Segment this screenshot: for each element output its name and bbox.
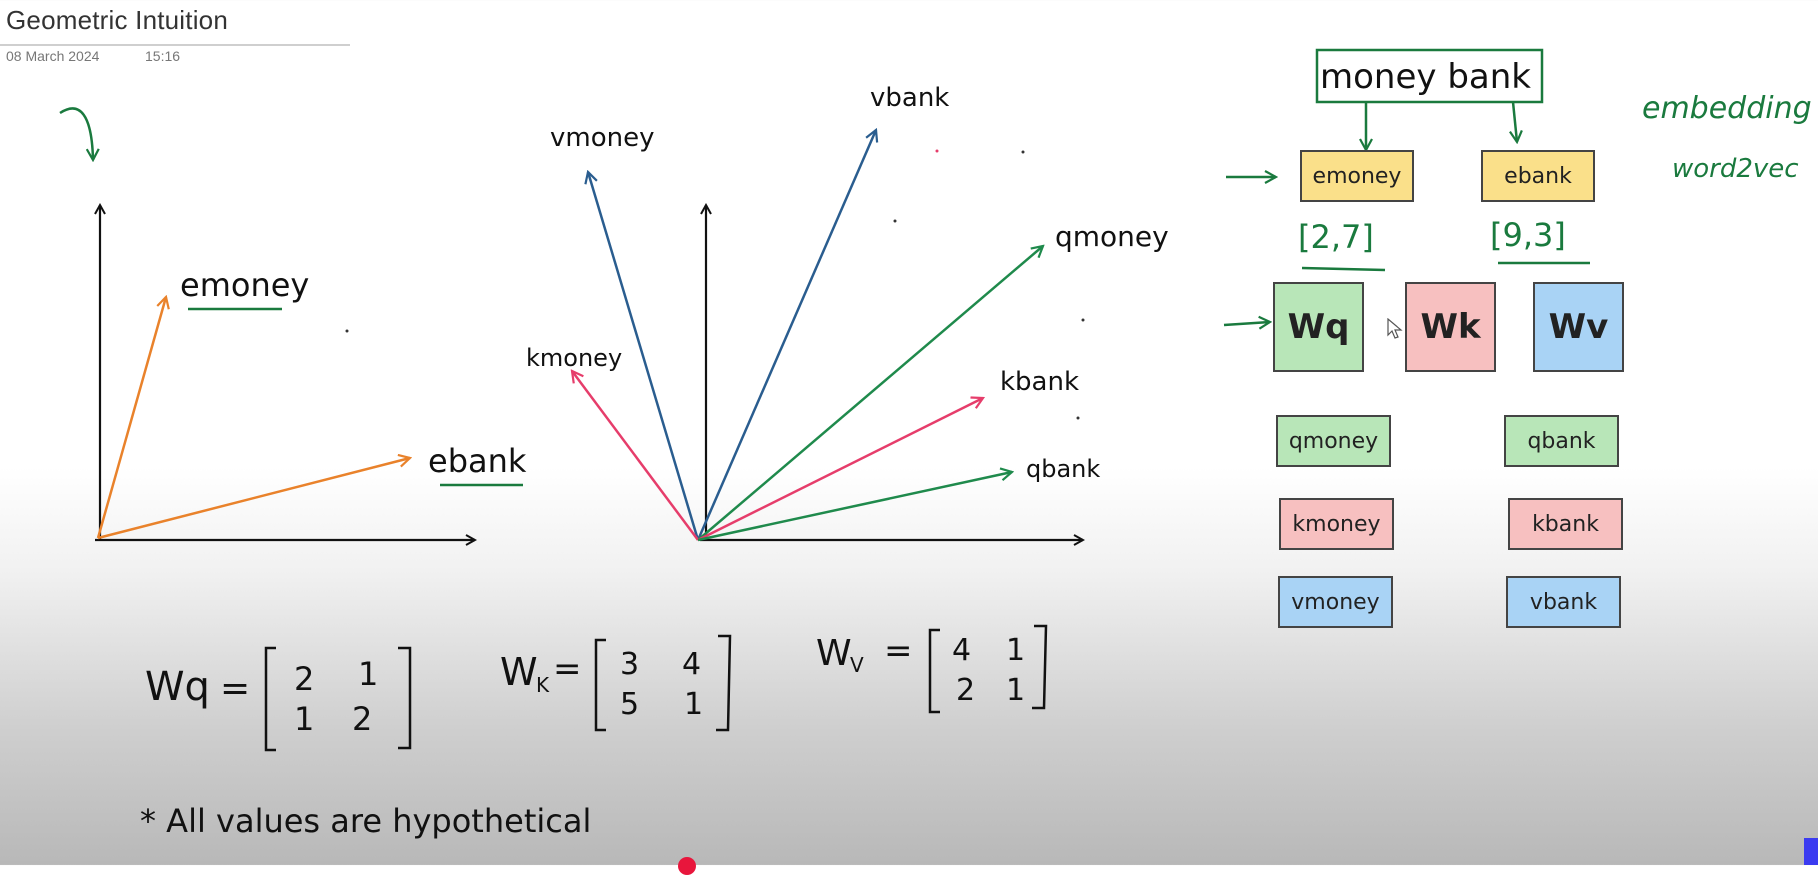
wk-equals: = <box>553 649 582 689</box>
qbank-label: qbank <box>1026 455 1101 483</box>
qmoney-label: qmoney <box>1055 220 1169 253</box>
ebank-label: ebank <box>428 442 527 480</box>
word2vec-note: word2vec <box>1672 154 1799 184</box>
qbank-box: qbank <box>1504 415 1619 467</box>
wq-cell-a: 2 <box>294 660 315 698</box>
wv-cell-a: 4 <box>952 633 972 668</box>
page-date: 08 March 2024 <box>6 48 100 64</box>
wv-cell-d: 1 <box>1006 673 1026 708</box>
vmoney-label: vmoney <box>550 123 655 153</box>
wk-cell-a: 3 <box>620 647 640 682</box>
emoney-vector-value: [2,7] <box>1298 218 1374 256</box>
ebank-box: ebank <box>1481 150 1595 202</box>
stray-dot <box>1077 417 1080 420</box>
wv-subscript: V <box>850 653 864 677</box>
stray-dot <box>346 330 349 333</box>
page-time: 15:16 <box>145 48 181 64</box>
wq-equals: = <box>220 668 251 709</box>
ebank-vector-arrow <box>98 458 410 538</box>
wv-equals: = <box>884 631 913 671</box>
pointer-arrow-weights <box>1224 322 1270 325</box>
wk-right-bracket <box>716 636 730 730</box>
wk-cell-c: 5 <box>620 687 640 722</box>
wv-box: Wv <box>1533 282 1624 372</box>
ebank-vector-value: [9,3] <box>1490 216 1566 254</box>
emoney-label: emoney <box>180 266 310 304</box>
wq-matrix <box>145 648 410 750</box>
curved-pointer-arrow <box>60 108 93 160</box>
emoney-box: emoney <box>1300 150 1414 202</box>
wk-cell-b: 4 <box>682 647 702 682</box>
wv-cell-b: 1 <box>1006 633 1026 668</box>
qmoney-box: qmoney <box>1276 415 1391 467</box>
footnote: * All values are hypothetical <box>140 802 592 840</box>
wq-matrix-label: Wq <box>145 664 210 710</box>
wq-left-bracket <box>266 648 276 750</box>
recording-indicator-dot <box>678 857 696 875</box>
wk-box: Wk <box>1405 282 1496 372</box>
page-title: Geometric Intuition <box>6 5 229 35</box>
wq-cell-d: 2 <box>352 700 373 738</box>
kmoney-box: kmoney <box>1279 498 1394 550</box>
vbank-label: vbank <box>870 83 950 113</box>
vbank-vector-arrow <box>698 130 876 540</box>
stray-dot <box>936 150 939 153</box>
embedding-note: embedding <box>1642 91 1812 126</box>
mouse-cursor-icon <box>1387 318 1403 340</box>
vbank-box: vbank <box>1506 576 1621 628</box>
wq-cell-c: 1 <box>294 700 315 738</box>
wv-matrix <box>816 626 1046 712</box>
stray-dot <box>1082 319 1085 322</box>
wq-cell-b: 1 <box>358 655 379 693</box>
wq-right-bracket <box>398 648 410 748</box>
arrow-to-ebank <box>1513 102 1517 142</box>
emoney-vector-arrow <box>98 297 166 538</box>
kbank-label: kbank <box>1000 367 1080 397</box>
kbank-box: kbank <box>1508 498 1623 550</box>
emoney-vector-underline <box>1302 268 1385 270</box>
wk-matrix <box>500 636 730 730</box>
qmoney-vector-arrow <box>698 246 1043 540</box>
wk-cell-d: 1 <box>684 687 704 722</box>
wk-matrix-label: W <box>500 650 538 694</box>
vmoney-box: vmoney <box>1278 576 1393 628</box>
stray-dot <box>1022 151 1025 154</box>
input-phrase: money bank <box>1320 57 1531 97</box>
wv-matrix-label: W <box>816 633 852 674</box>
wv-right-bracket <box>1032 626 1046 708</box>
corner-marker <box>1804 838 1818 865</box>
qbank-vector-arrow <box>698 472 1012 540</box>
wk-left-bracket <box>596 640 606 730</box>
wv-cell-c: 2 <box>956 673 976 708</box>
wq-box: Wq <box>1273 282 1364 372</box>
wk-subscript: K <box>536 673 550 697</box>
wv-left-bracket <box>930 630 940 712</box>
kmoney-vector-arrow <box>572 371 698 540</box>
stray-dot <box>894 220 897 223</box>
kmoney-label: kmoney <box>526 344 623 372</box>
